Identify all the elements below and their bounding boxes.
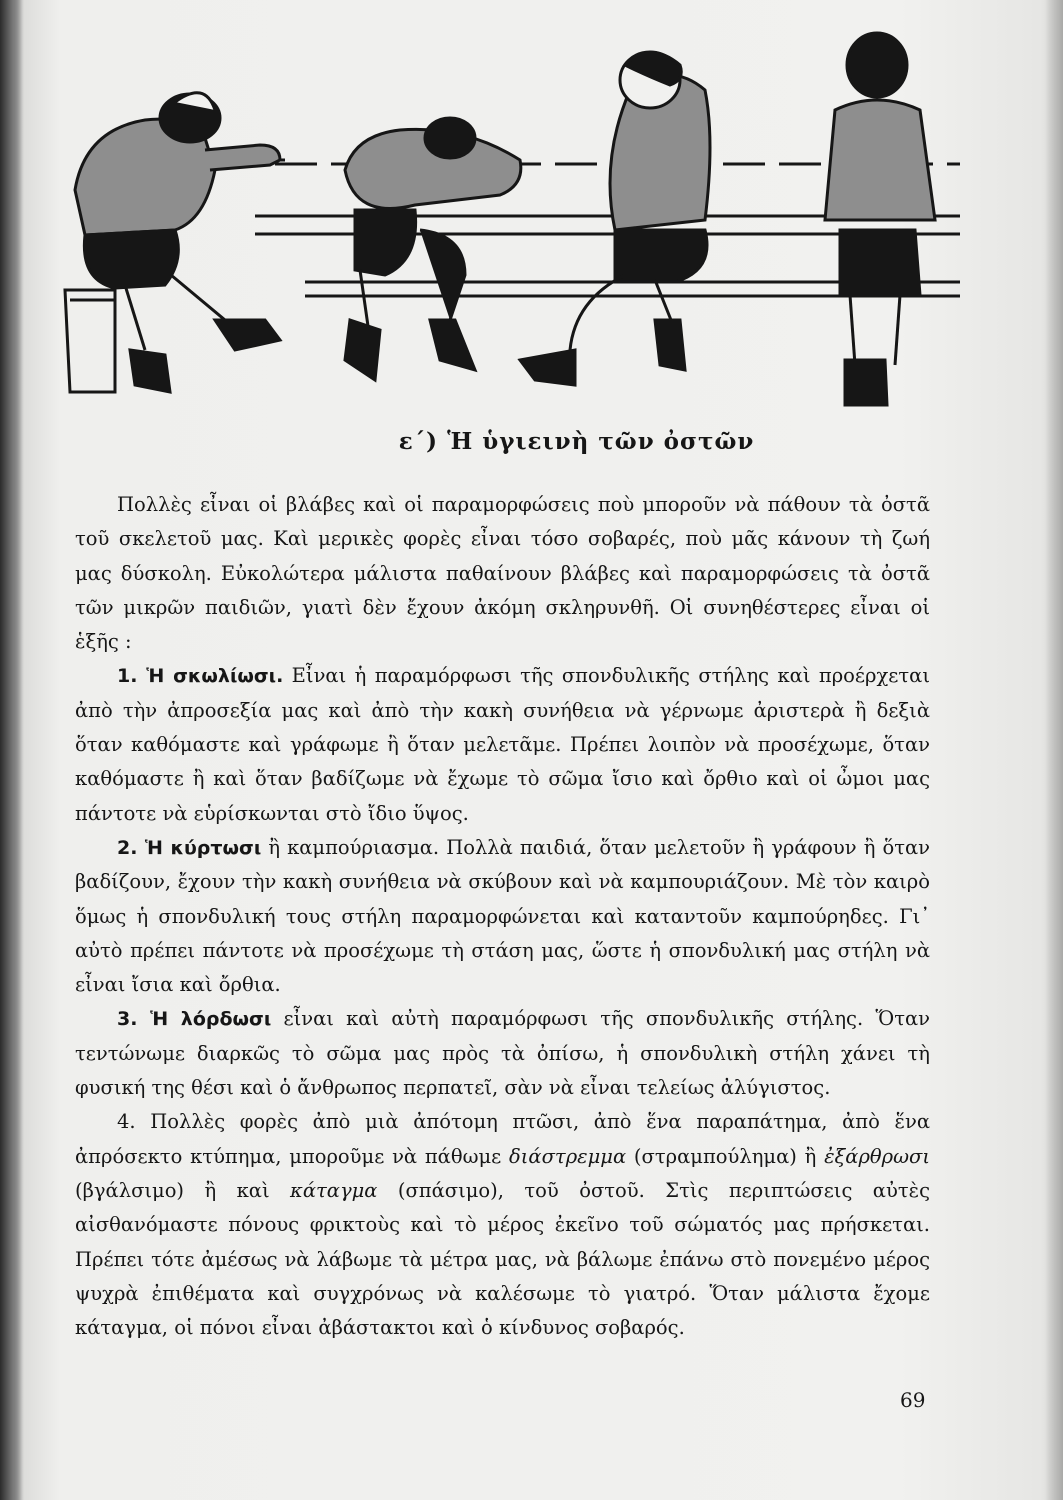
item-kyphosis-lead: 2. Ἡ κύρτωσι	[117, 836, 262, 859]
child-twisted	[520, 52, 710, 385]
item-lordosis-text: εἶναι καὶ αὐτὴ παραμόρφωσι τῆς σπονδυλικῆς στήλης. Ὅταν τεντώνωμε διαρκῶς τὸ σῶμα μας πρὸς τὰ ὀπίσω, ἡ σπονδυλικὴ στήλη χάνει τὴ φυσική της θέσι καὶ ὁ ἄνθρωπος περπατεῖ, σὰν νὰ εἶναι τελείως ἀλύγιστος.	[75, 1007, 931, 1100]
item-scoliosis-text: Εἶναι ἡ παραμόρφωσι τῆς σπονδυλικῆς στήλης καὶ προέρχεται ἀπὸ τὴν ἀπροσεξία μας καὶ ἀπὸ τὴν κακὴ συνήθεια νὰ γέρνωμε ἀριστερὰ ἢ δεξιὰ ὅταν καθόμαστε καὶ γράφωμε ἢ ὅταν μελετᾶμε. Πρέπει λοιπὸν νὰ προσέχωμε, ὅταν καθόμαστε ἢ καὶ ὅταν βαδίζωμε νὰ ἔχωμε τὸ σῶμα ἴσιο καὶ ὄρθιο καὶ οἱ ὦμοι μας πάντοτε νὰ εὑρίσκωνται στὸ ἴδιο ὕψος.	[75, 664, 930, 825]
child-upright	[825, 33, 935, 405]
section-label: ε΄)	[398, 428, 439, 455]
term-fracture: κάταγμα	[290, 1178, 378, 1202]
book-spine-shadow	[0, 0, 24, 1500]
term-sprain: διάστρεμμα	[509, 1144, 627, 1168]
item-lordosis-lead: 3. Ἡ λόρδωσι	[117, 1008, 272, 1031]
item-injuries	[75, 1105, 930, 1345]
item-injuries-d: (σπάσιμο), τοῦ ὀστοῦ. Στὶς περιπτώσεις αὐτὲς αἰσθανόμαστε πόνους φρικτοὺς καὶ τὸ μέρος ἐκεῖνο τοῦ σώματός μας πρήσκεται. Πρέπει τότε ἀμέσως νὰ λάβωμε τὰ μέτρα μας, νὰ βάλωμε ἐπάνω στὸ πονεμένο μέρος ψυχρὰ ἐπιθέματα καὶ συγχρόνως νὰ καλέσωμε τὸ γιατρό. Ὅταν μάλιστα ἔχομε κάταγμα, οἱ πόνοι εἶναι ἀβάστακτοι καὶ ὁ κίνδυνος σοβαρός.	[75, 1178, 930, 1340]
intro-paragraph: Πολλὲς εἶναι οἱ βλάβες καὶ οἱ παραμορφώσεις ποὺ μποροῦν νὰ πάθουν τὰ ὀστᾶ τοῦ σκελετοῦ μας. Καὶ μερικὲς φορὲς εἶναι τόσο σοβαρές, ποὺ μᾶς κάνουν τὴ ζωή μας δύσκολη. Εὐκολώτερα μάλιστα παθαίνουν βλάβες καὶ παραμορφώσεις τὰ ὀστᾶ τῶν μικρῶν παιδιῶν, γιατὶ δὲν ἔχουν ἀκόμη σκληρυνθῆ. Οἱ συνηθέστερες εἶναι οἱ ἑξῆς :	[75, 493, 930, 654]
child-slumped	[65, 93, 280, 392]
section-title: Ἡ ὑγιεινὴ τῶν ὀστῶν	[447, 428, 755, 455]
item-kyphosis-text: ἢ καμπούριασμα. Πολλὰ παιδιά, ὅταν μελετοῦν ἢ γράφουν ἢ ὅταν βαδίζουν, ἔχουν τὴν κακὴ συνήθεια νὰ σκύβουν καὶ νὰ καμπουριάζουν. Μὲ τὸν καιρὸ ὅμως ἡ σπονδυλική τους στήλη παραμορφώνεται καὶ καταντοῦν καμπούρηδες. Γι᾿ αὐτὸ πρέπει πάντοτε νὰ προσέχωμε τὴ στάση μας, ὥστε ἡ σπονδυλική μας στήλη νὰ εἶναι ἴσια καὶ ὄρθια.	[75, 835, 930, 997]
child-hunched	[345, 118, 521, 380]
body-text	[75, 488, 930, 1345]
posture-illustration	[55, 20, 975, 420]
section-heading	[0, 428, 1063, 455]
item-scoliosis-lead: 1. Ἡ σκωλίωσι.	[117, 665, 284, 688]
item-scoliosis	[75, 659, 930, 830]
term-dislocation: ἐξάρθρωσι	[824, 1144, 930, 1168]
item-injuries-b: (στραμπούλημα) ἢ	[626, 1144, 825, 1168]
page-number: 69	[900, 1388, 926, 1412]
item-injuries-c: (βγάλσιμο) ἢ καὶ	[75, 1178, 291, 1202]
item-lordosis	[75, 1002, 930, 1105]
item-injuries-a: 4. Πολλὲς φορὲς ἀπὸ μιὰ ἀπότομη πτῶσι, ἀπὸ ἕνα παραπάτημα, ἀπὸ ἕνα ἀπρόσεκτο κτύπημα, μποροῦμε νὰ πάθωμε	[75, 1110, 930, 1168]
item-kyphosis	[75, 831, 930, 1002]
schoolchildren-posture-icon	[55, 20, 975, 420]
page-edge-shadow	[1045, 0, 1063, 1500]
